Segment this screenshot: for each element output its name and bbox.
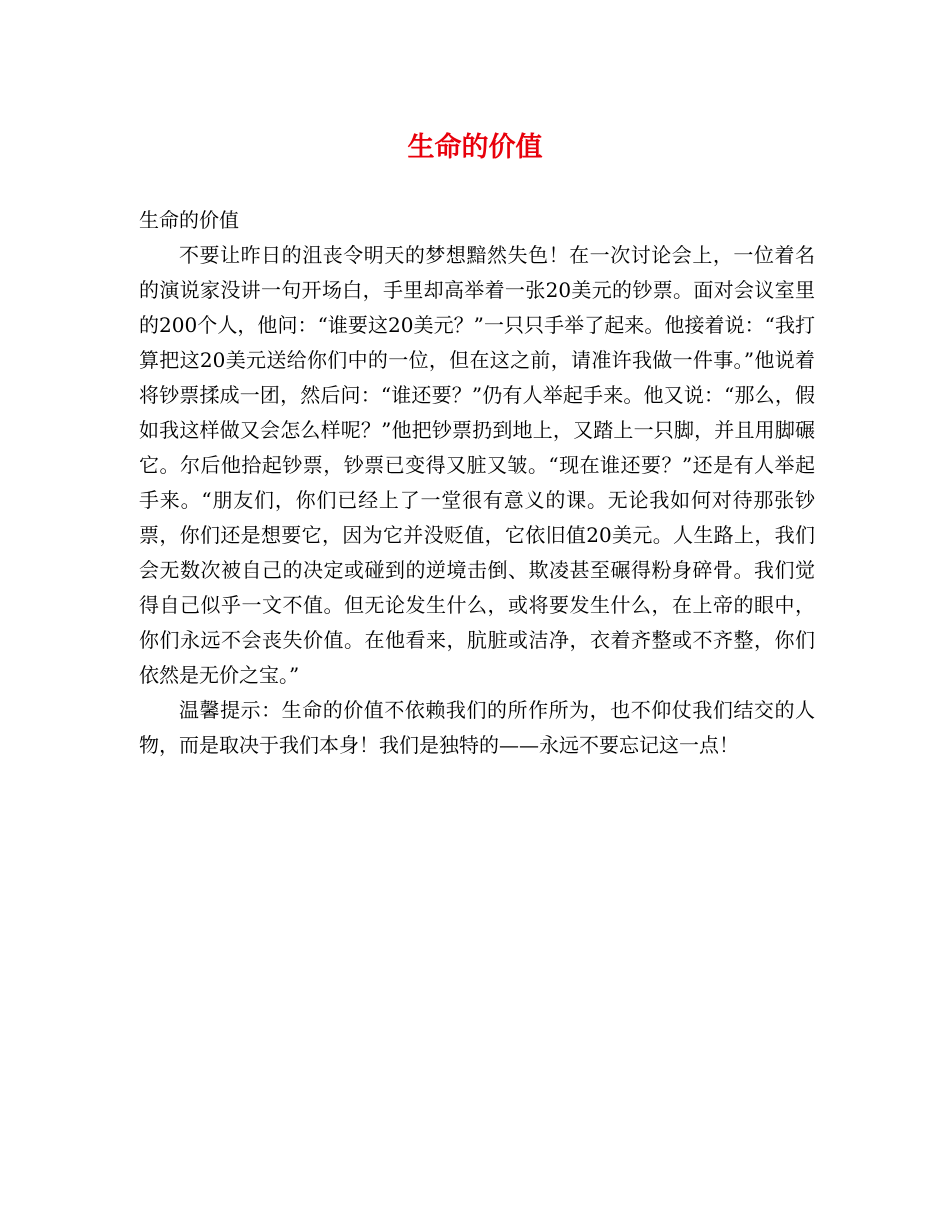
section-heading: 生命的价值	[139, 208, 239, 232]
body-paragraph: 不要让昨日的沮丧令明天的梦想黯然失色！在一次讨论会上，一位着名的演说家没讲一句开场白，手里却高举着一张20美元的钞票。面对会议室里的200个人，他问：“谁要这20美元？”一只只手举了起来。他接着说：“我打算把这20美元送给你们中的一位，但在这之前，请准许我做一件事。”他说着将钞票揉成一团，然后问：“谁还要？”仍有人举起手来。他又说：“那么，假如我这样做又会怎么样呢？”他把钞票扔到地上，又踏上一只脚，并且用脚碾它。尔后他拾起钞票，钞票已变得又脏又皱。“现在谁还要？”还是有人举起手来。“朋友们，你们已经上了一堂很有意义的课。无论我如何对待那张钞票，你们还是想要它，因为它并没贬值，它依旧值20美元。人生路上，我们会无数次被自己的决定或碰到的逆境击倒、欺凌甚至碾得粉身碎骨。我们觉得自己似乎一文不值。但无论发生什么，或将要发生什么，在上帝的眼中，你们永远不会丧失价值。在他看来，肮脏或洁净，衣着齐整或不齐整，你们依然是无价之宝。”	[139, 243, 815, 687]
document-body	[139, 203, 815, 763]
tip-paragraph: 温馨提示：生命的价值不依赖我们的所作所为，也不仰仗我们结交的人物，而是取决于我们本身！我们是独特的——永远不要忘记这一点！	[139, 698, 815, 757]
document-title: 生命的价值	[407, 132, 543, 163]
